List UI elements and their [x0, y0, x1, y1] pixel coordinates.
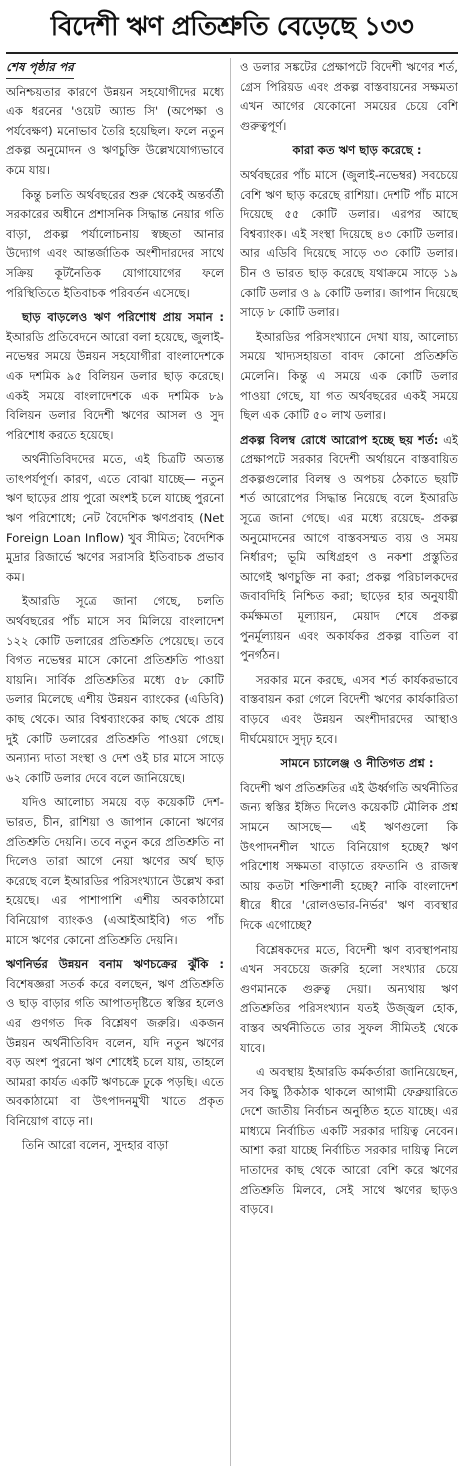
paragraph: ও ডলার সঙ্কটের প্রেক্ষাপটে বিদেশী ঋণের শর্ত, গ্রেস পিরিয়ড এবং প্রকল্প বাস্তবায়নের সক্ষমতা এখন আগের যেকোনো সময়ের চেয়ে বেশি গুরুত্বপূর্ণ।: [240, 60, 458, 133]
paragraph: ইআরডির পরিসংখ্যানে দেখা যায়, আলোচ্য সময়ে খাদ্যসহায়তা বাবদ কোনো প্রতিশ্রুতি মেলেনি। কিন্তু এ সময়ে এক কোটি ডলার পাওয়া গেছে, যা গত অর্থবছরের একই সময়ে ছিল এক কোটি ৫০ লাখ ডলার।: [240, 329, 458, 423]
subhead: ছাড় বাড়লেও ঋণ পরিশোধ প্রায় সমান :: [22, 310, 224, 325]
headline: বিদেশী ঋণ প্রতিশ্রুতি বেড়েছে ১৩৩: [50, 12, 414, 42]
jump-line: শেষ পৃষ্ঠার পর: [6, 58, 74, 79]
headline-box: [6, 4, 458, 54]
paragraph-text: এই প্রেক্ষাপটে সরকার বিদেশী অর্থায়নে বাস্তবায়িত প্রকল্পগুলোর বিলম্ব ও অপচয় ঠেকাতে ছয়টি শর্ত আরোপের সিদ্ধান্ত নিয়েছে বলে ইআরডি সূত্রে জানা গেছে। এর মধ্যে রয়েছে- প্রকল্প অনুমোদনের আগে বাস্তবসম্মত ব্যয় ও সময় নির্ধারণ; ভূমি অধিগ্রহণ ও নকশা প্রস্তুতির আগেই ঋণচুক্তি না করা; প্রকল্প পরিচালকদের জবাবদিহি নিশ্চিত করা; ছাড়ের হার অনুযায়ী কর্মক্ষমতা মূল্যায়ন, মেয়াদ শেষে প্রকল্প পুনর্মূল্যায়ন এবং অকার্যকর প্রকল্প বাতিল বা পুনর্গঠন।: [240, 432, 458, 663]
paragraph: বিশ্লেষকদের মতে, বিদেশী ঋণ ব্যবস্থাপনায় এখন সবচেয়ে জরুরি হলো সংখ্যার চেয়ে গুণমানকে গুরুত্ব দেয়া। অন্যথায় ঋণ প্রতিশ্রুতির পরিসংখ্যান যতই উজ্জ্বল হোক, বাস্তব অর্থনীতিতে তার সুফল সীমিতই থেকে যাবে।: [240, 942, 458, 1055]
column-right: [240, 58, 458, 1468]
paragraph-with-subhead: [240, 431, 458, 666]
paragraph-text: বিশেষজ্ঞরা সতর্ক করে বলছেন, ঋণ প্রতিশ্রুতি ও ছাড় বাড়ার গতি আপাতদৃষ্টিতে স্বস্তির হলেও এর গুণগত দিক বিশ্লেষণ জরুরি। একজন উন্নয়ন অর্থনীতিবিদ বলেন, যদি নতুন ঋণের বড় অংশ পুরনো ঋণ শোধেই চলে যায়, তাহলে আমরা কার্যত একটি ঋণচক্রে ঢুকে পড়ছি। এতে অবকাঠামো বা উৎপাদনমুখী খাতে প্রকৃত বিনিয়োগ বাড়ে না।: [6, 976, 224, 1128]
paragraph: তিনি আরো বলেন, সুদহার বাড়া: [22, 1138, 169, 1153]
subhead: সামনে চ্যালেঞ্জ ও নীতিগত প্রশ্ন :: [280, 756, 434, 771]
paragraph-with-subhead: [6, 955, 224, 1131]
paragraph: এ অবস্থায় ইআরডি কর্মকর্তারা জানিয়েছেন, সব কিছু ঠিকঠাক থাকলে আগামী ফেব্রুয়ারিতে দেশে জাতীয় নির্বাচন অনুষ্ঠিত হতে যাচ্ছে। এর মাধ্যমে নির্বাচিত একটি সরকার দায়িত্ব নেবেন। আশা করা যাচ্ছে নির্বাচিত সরকার দায়িত্ব নিলে দাতাদের কাছ থেকে আরো বেশি করে ঋণের প্রতিশ্রুতি মিলবে, সেই সাথে ঋণের ছাড়ও বাড়বে।: [240, 1065, 458, 1217]
subhead: ঋণনির্ভর উন্নয়ন বনাম ঋণচক্রের ঝুঁকি :: [6, 957, 224, 972]
paragraph: কিন্তু চলতি অর্থবছরের শুরু থেকেই অন্তর্বর্তী সরকারের অধীনে প্রশাসনিক সিদ্ধান্ত নেয়ার গতি বাড়া, প্রকল্প পর্যালোচনায় স্বচ্ছতা আনার উদ্যোগ এবং আন্তর্জাতিক অংশীদারদের সাথে সক্রিয় কূটনৈতিক যোগাযোগের ফলে পরিস্থিতিতে ইতিবাচক পরিবর্তন এসেছে।: [6, 187, 224, 300]
paragraph: অর্থনীতিবিদদের মতে, এই চিত্রটি অত্যন্ত তাৎপর্যপূর্ণ। কারণ, এতে বোঝা যাচ্ছে— নতুন ঋণ ছাড়ের প্রায় পুরো অংশই চলে যাচ্ছে পুরনো ঋণ পরিশোধে; নেট বৈদেশিক ঋণপ্রবাহ (Net Foreign Loan Inflow) খুব সীমিত; বৈদেশিক মুদ্রার রিজার্ভে ঋণের সরাসরি ইতিবাচক প্রভাব কম।: [6, 452, 224, 584]
paragraph: বিদেশী ঋণ প্রতিশ্রুতির এই ঊর্ধ্বগতি অর্থনীতির জন্য স্বস্তির ইঙ্গিত দিলেও কয়েকটি মৌলিক প্রশ্ন সামনে আসছে— এই ঋণগুলো কি উৎপাদনশীল খাতে বিনিয়োগ হচ্ছে? ঋণ পরিশোধ সক্ষমতা বাড়াতে রফতানি ও রাজস্ব আয় কতটা শক্তিশালী হচ্ছে? নাকি বাংলাদেশ ধীরে ধীরে 'রোলওভার-নির্ভর' ঋণ ব্যবস্থার দিকে এগোচ্ছে?: [240, 780, 458, 932]
paragraph: সরকার মনে করছে, এসব শর্ত কার্যকরভাবে বাস্তবায়ন করা গেলে বিদেশী ঋণের কার্যকারিতা বাড়বে এবং উন্নয়ন অংশীদারদের আস্থাও দীর্ঘমেয়াদে সুদৃঢ় হবে।: [240, 672, 458, 746]
paragraph: যদিও আলোচ্য সময়ে বড় কয়েকটি দেশ- ভারত, চীন, রাশিয়া ও জাপান কোনো ঋণের প্রতিশ্রুতি দেয়নি। তবে নতুন করে প্রতিশ্রুতি না দিলেও তারা আগে নেয়া ঋণের অর্থ ছাড় করেছে বলে ইআরডির পরিসংখ্যানে উল্লেখ করা হয়েছে। এর পাশাপাশি এশীয় অবকাঠামো বিনিয়োগ ব্যাংকও (এআইআইবি) গত পাঁচ মাসে ঋণের কোনো প্রতিশ্রুতি দেয়নি।: [6, 795, 224, 947]
paragraph: অর্থবছরের পাঁচ মাসে (জুলাই-নভেম্বর) সবচেয়ে বেশি ঋণ ছাড় করেছে রাশিয়া। দেশটি পাঁচ মাসে দিয়েছে ৫৫ কোটি ডলার। এরপর আছে বিশ্বব্যাংক। এই সংস্থা দিয়েছে ৪৩ কোটি ডলার। আর এডিবি দিয়েছে সাড়ে ৩৩ কোটি ডলার। চীন ও ভারত ছাড় করেছে যথাক্রমে সাড়ে ১৯ কোটি ডলার ও ৯ কোটি ডলার। জাপান দিয়েছে সাড়ে ৮ কোটি ডলার।: [240, 167, 458, 320]
subhead: কারা কত ঋণ ছাড় করেছে :: [292, 143, 422, 158]
paragraph: ইআরডি সূত্রে জানা গেছে, চলতি অর্থবছরের পাঁচ মাসে সব মিলিয়ে বাংলাদেশ ১২২ কোটি ডলারের প্রতিশ্রুতি পেয়েছে। তবে বিগত নভেম্বর মাসে কোনো প্রতিশ্রুতি পাওয়া যায়নি। সার্বিক প্রতিশ্রুতির মধ্যে ৫৮ কোটি ডলার মিলেছে এশীয় উন্নয়ন ব্যাংকের (এডিবি) কাছ থেকে। আর বিশ্বব্যাংকের কাছ থেকে প্রায় দুই কোটি ডলারের প্রতিশ্রুতি পাওয়া গেছে। অন্যান্য দাতা সংস্থা ও দেশ ওই চার মাসে সাড়ে ৬২ কোটি ডলার দেবে বলে জানিয়েছে।: [6, 594, 224, 785]
column-divider: [230, 58, 231, 1466]
paragraph-with-subhead: [6, 308, 224, 445]
subhead: প্রকল্প বিলম্ব রোধে আরোপ হচ্ছে ছয় শর্ত:: [240, 432, 439, 447]
paragraph: অনিশ্চয়তার কারণে উন্নয়ন সহযোগীদের মধ্যে এক ধরনের 'ওয়েট অ্যান্ড সি' (অপেক্ষা ও পর্যবেক্ষণ) মনোভাব তৈরি হয়েছিল। ফলে নতুন প্রকল্প অনুমোদন ও ঋণচুক্তি উল্লেখযোগ্যভাবে কমে যায়।: [6, 84, 224, 177]
paragraph-text: ইআরডি প্রতিবেদনে আরো বলা হয়েছে, জুলাই-নভেম্বর সময়ে উন্নয়ন সহযোগীরা বাংলাদেশকে এক দশমিক ৯৫ বিলিয়ন ডলার ছাড় করেছে। একই সময়ে বাংলাদেশকে এক দশমিক ৮৯ বিলিয়ন ডলার বিদেশী ঋণের আসল ও সুদ পরিশোধ করতে হয়েছে।: [6, 329, 224, 442]
column-left: [6, 58, 224, 1468]
